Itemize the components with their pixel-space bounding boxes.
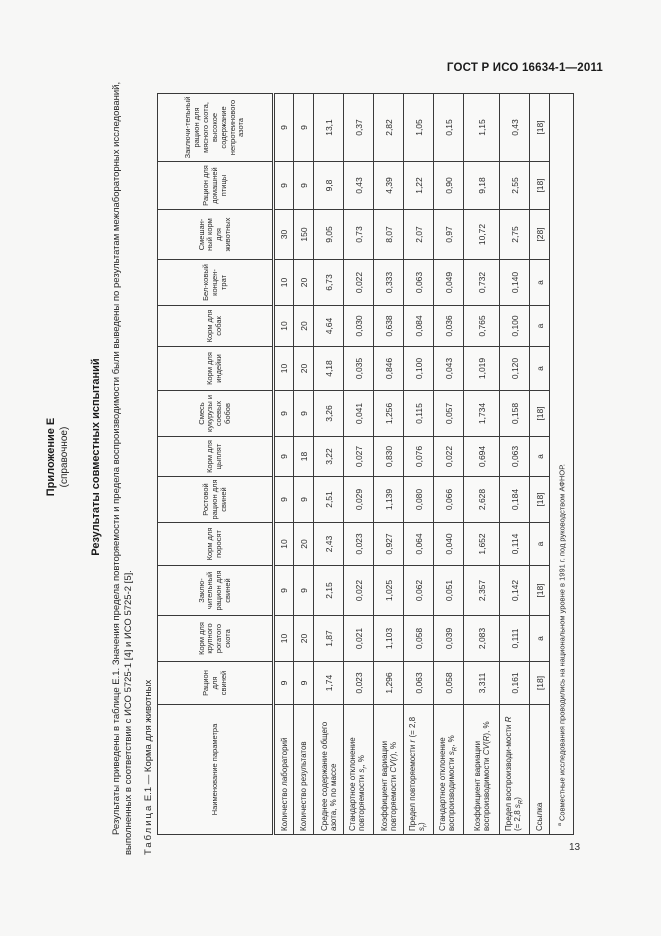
rotated-page-content [45, 57, 602, 857]
table-cell: 2,628 [464, 477, 500, 523]
row-label: Коэффициент вариации воспроизводимости CV(R), % [464, 705, 500, 835]
table-cell: 0,029 [344, 477, 374, 523]
table-row [464, 94, 500, 835]
table-cell: 8,07 [374, 210, 404, 260]
table-cell: 4,64 [314, 306, 344, 347]
table-cell: 0,732 [464, 260, 500, 306]
table-row [500, 94, 530, 835]
column-header-feed: Корм для крупного рогатого скота [158, 616, 274, 662]
table-row [344, 94, 374, 835]
table-cell: 9 [274, 162, 294, 210]
table-cell: 0,100 [500, 306, 530, 347]
table-cell: 9,8 [314, 162, 344, 210]
table-cell: 1,296 [374, 662, 404, 705]
row-label: Количество результатов [294, 705, 314, 835]
table-body [274, 94, 574, 835]
table-cell: 0,927 [374, 523, 404, 566]
table-row [374, 94, 404, 835]
table-cell: 3,311 [464, 662, 500, 705]
table-cell: 0,111 [500, 616, 530, 662]
table-row [314, 94, 344, 835]
table-cell: 0,084 [404, 306, 434, 347]
table-cell: 9,05 [314, 210, 344, 260]
table-cell: 0,080 [404, 477, 434, 523]
table-cell: 0,90 [434, 162, 464, 210]
table-cell: 1,05 [404, 94, 434, 162]
table-cell: 0,035 [344, 347, 374, 391]
table-cell: 9 [294, 662, 314, 705]
table-cell: 20 [294, 347, 314, 391]
table-cell: [28] [530, 210, 550, 260]
table-cell: а [530, 616, 550, 662]
table-cell: 9 [274, 477, 294, 523]
table-cell: а [530, 437, 550, 477]
table-cell: 9 [294, 94, 314, 162]
table-caption-word: Таблица [143, 803, 155, 855]
table-cell: 0,022 [344, 566, 374, 616]
table-cell: 0,140 [500, 260, 530, 306]
appendix-title: Приложение Е [45, 417, 57, 497]
table-cell: 0,161 [500, 662, 530, 705]
table-cell: 0,064 [404, 523, 434, 566]
table-row [434, 94, 464, 835]
row-label: Количество лабораторий [274, 705, 294, 835]
table-cell: 0,058 [404, 616, 434, 662]
row-label: Предел повторяемости r (= 2,8 $s_r$) [404, 705, 434, 835]
page-number: 13 [569, 842, 581, 853]
table-cell: 9 [274, 662, 294, 705]
standard-number-header: ГОСТ Р ИСО 16634-1—2011 [446, 62, 603, 74]
table-cell: 0,076 [404, 437, 434, 477]
table-cell: 0,73 [344, 210, 374, 260]
table-cell: [18] [530, 94, 550, 162]
table-cell: а [530, 306, 550, 347]
table-cell: [18] [530, 391, 550, 437]
table-cell: 1,15 [464, 94, 500, 162]
table-cell: 0,039 [434, 616, 464, 662]
table-cell: [18] [530, 477, 550, 523]
table-cell: 1,652 [464, 523, 500, 566]
table-cell: 9 [274, 391, 294, 437]
table-cell: 10,72 [464, 210, 500, 260]
column-header-feed: Корм для цыплят [158, 437, 274, 477]
table-cell: 0,021 [344, 616, 374, 662]
table-cell: 0,022 [434, 437, 464, 477]
table-cell: 9,18 [464, 162, 500, 210]
column-header-feed: Рацион для домашней птицы [158, 162, 274, 210]
row-label: Предел воспроизводи-мости R (= 2,8 $s_R$) [500, 705, 530, 835]
table-cell: 0,184 [500, 477, 530, 523]
table-cell: 20 [294, 306, 314, 347]
table-cell: 1,019 [464, 347, 500, 391]
table-footnote-row [550, 94, 574, 835]
appendix-subtitle: (справочное) [59, 426, 70, 488]
table-cell: 9 [294, 477, 314, 523]
table-cell: 3,26 [314, 391, 344, 437]
table-cell: 2,43 [314, 523, 344, 566]
table-cell: 0,846 [374, 347, 404, 391]
row-label: Коэффициент вариации повторяемости CV(r), % [374, 705, 404, 835]
section-heading: Результаты совместных испытаний [90, 358, 102, 556]
table-cell: 0,638 [374, 306, 404, 347]
table-cell: 1,139 [374, 477, 404, 523]
table-cell: 9 [274, 566, 294, 616]
table-cell: 2,083 [464, 616, 500, 662]
table-cell: 2,07 [404, 210, 434, 260]
table-cell: 0,023 [344, 662, 374, 705]
table-cell: 0,057 [434, 391, 464, 437]
table-cell: 1,22 [404, 162, 434, 210]
table-cell: 0,022 [344, 260, 374, 306]
table-cell: 9 [294, 162, 314, 210]
table-cell: 10 [274, 260, 294, 306]
table-cell: 9 [274, 94, 294, 162]
table-cell: 0,37 [344, 94, 374, 162]
column-header-parameter: Наименование параметра [158, 705, 274, 835]
table-cell: 2,75 [500, 210, 530, 260]
table-cell: 2,15 [314, 566, 344, 616]
table-cell: 0,041 [344, 391, 374, 437]
table-cell: 0,063 [404, 260, 434, 306]
table-cell: 0,023 [344, 523, 374, 566]
table-cell: 0,027 [344, 437, 374, 477]
table-cell: 1,025 [374, 566, 404, 616]
table-cell: 9 [294, 391, 314, 437]
table-cell: 0,120 [500, 347, 530, 391]
table-cell: 2,55 [500, 162, 530, 210]
table-cell: 9 [274, 437, 294, 477]
table-cell: 1,87 [314, 616, 344, 662]
table-cell: 0,036 [434, 306, 464, 347]
table-cell: 0,030 [344, 306, 374, 347]
table-cell: 1,256 [374, 391, 404, 437]
table-cell: 0,158 [500, 391, 530, 437]
table-cell: 20 [294, 616, 314, 662]
table-cell: 4,39 [374, 162, 404, 210]
table-cell: 0,694 [464, 437, 500, 477]
table-cell: 10 [274, 306, 294, 347]
table-cell: 1,74 [314, 662, 344, 705]
table-cell: 30 [274, 210, 294, 260]
table-caption [143, 57, 154, 855]
table-cell: 0,100 [404, 347, 434, 391]
table-cell: 0,765 [464, 306, 500, 347]
column-header-feed: Смесь кукурузы и соевых бобов [158, 391, 274, 437]
table-row [294, 94, 314, 835]
column-header-feed: Корм для поросят [158, 523, 274, 566]
table-row [530, 94, 550, 835]
column-header-feed: Заключи-тельный рацион для мясного скота, высокое содержание непротеинового азота [158, 94, 274, 162]
table-cell: 0,333 [374, 260, 404, 306]
table-cell: 0,142 [500, 566, 530, 616]
column-header-feed: Корм для индейки [158, 347, 274, 391]
row-label: Стандартное отклонение воспроизводимости $s_R$, % [434, 705, 464, 835]
table-cell: [18] [530, 662, 550, 705]
row-label: Ссылка [530, 705, 550, 835]
table-cell: а [530, 523, 550, 566]
table-cell: 6,73 [314, 260, 344, 306]
table-cell: 2,82 [374, 94, 404, 162]
table-cell: 0,830 [374, 437, 404, 477]
table-cell: 2,357 [464, 566, 500, 616]
table-cell: 0,049 [434, 260, 464, 306]
table-cell: 20 [294, 523, 314, 566]
table-row [404, 94, 434, 835]
table-cell: 0,063 [404, 662, 434, 705]
table-header-row [158, 94, 274, 835]
table-cell: 0,43 [344, 162, 374, 210]
row-label: Среднее содержание общего азота, % по массе [314, 705, 344, 835]
intro-paragraph: Результаты приведены в таблице Е.1. Значения предела повторяемости и предела воспроизводимости были выведены по результатам межлабораторных исследований, выполненных в соответствии с ИСО 5725-1 [4] и ИСО 5725-2 [5]. [111, 81, 135, 855]
table-cell: 0,040 [434, 523, 464, 566]
table-cell: 0,051 [434, 566, 464, 616]
table-row [274, 94, 294, 835]
table-cell: 10 [274, 347, 294, 391]
table-cell: 0,043 [434, 347, 464, 391]
table-cell: 0,066 [434, 477, 464, 523]
table-cell: а [530, 347, 550, 391]
table-cell: [18] [530, 566, 550, 616]
table-cell: 9 [294, 566, 314, 616]
column-header-feed: Смешан-ный корм для животных [158, 210, 274, 260]
table-cell: 0,115 [404, 391, 434, 437]
table-cell: 0,062 [404, 566, 434, 616]
column-header-feed: Бел-ковый концен-трат [158, 260, 274, 306]
table-footnote: $^а$ Совместные исследования проводились на национальном уровне в 1991 г. под руководством АФНОР. [550, 94, 574, 835]
table-cell: 10 [274, 616, 294, 662]
table-head [158, 94, 274, 835]
table-cell: 0,43 [500, 94, 530, 162]
table-cell: 4,18 [314, 347, 344, 391]
table-cell: 0,114 [500, 523, 530, 566]
table-cell: 10 [274, 523, 294, 566]
table-cell: а [530, 260, 550, 306]
table-cell: 20 [294, 260, 314, 306]
column-header-feed: Заклю-чительный рацион для свиней [158, 566, 274, 616]
table-cell: 1,103 [374, 616, 404, 662]
table-cell: 0,97 [434, 210, 464, 260]
column-header-feed: Рацион для свиней [158, 662, 274, 705]
results-table [157, 93, 574, 835]
table-cell: 2,51 [314, 477, 344, 523]
table-cell: 13,1 [314, 94, 344, 162]
table-cell: 150 [294, 210, 314, 260]
column-header-feed: Ростовой рацион для свиней [158, 477, 274, 523]
table-caption-rest: Е.1 — Корма для животных [143, 679, 155, 802]
table-cell: 0,058 [434, 662, 464, 705]
table-cell: 1,734 [464, 391, 500, 437]
table-cell: 0,063 [500, 437, 530, 477]
row-label: Стандартное отклонение повторяемости $s_r$, % [344, 705, 374, 835]
table-cell: 3,22 [314, 437, 344, 477]
table-cell: 0,15 [434, 94, 464, 162]
column-header-feed: Корм для собак [158, 306, 274, 347]
table-cell: 18 [294, 437, 314, 477]
table-cell: [18] [530, 162, 550, 210]
